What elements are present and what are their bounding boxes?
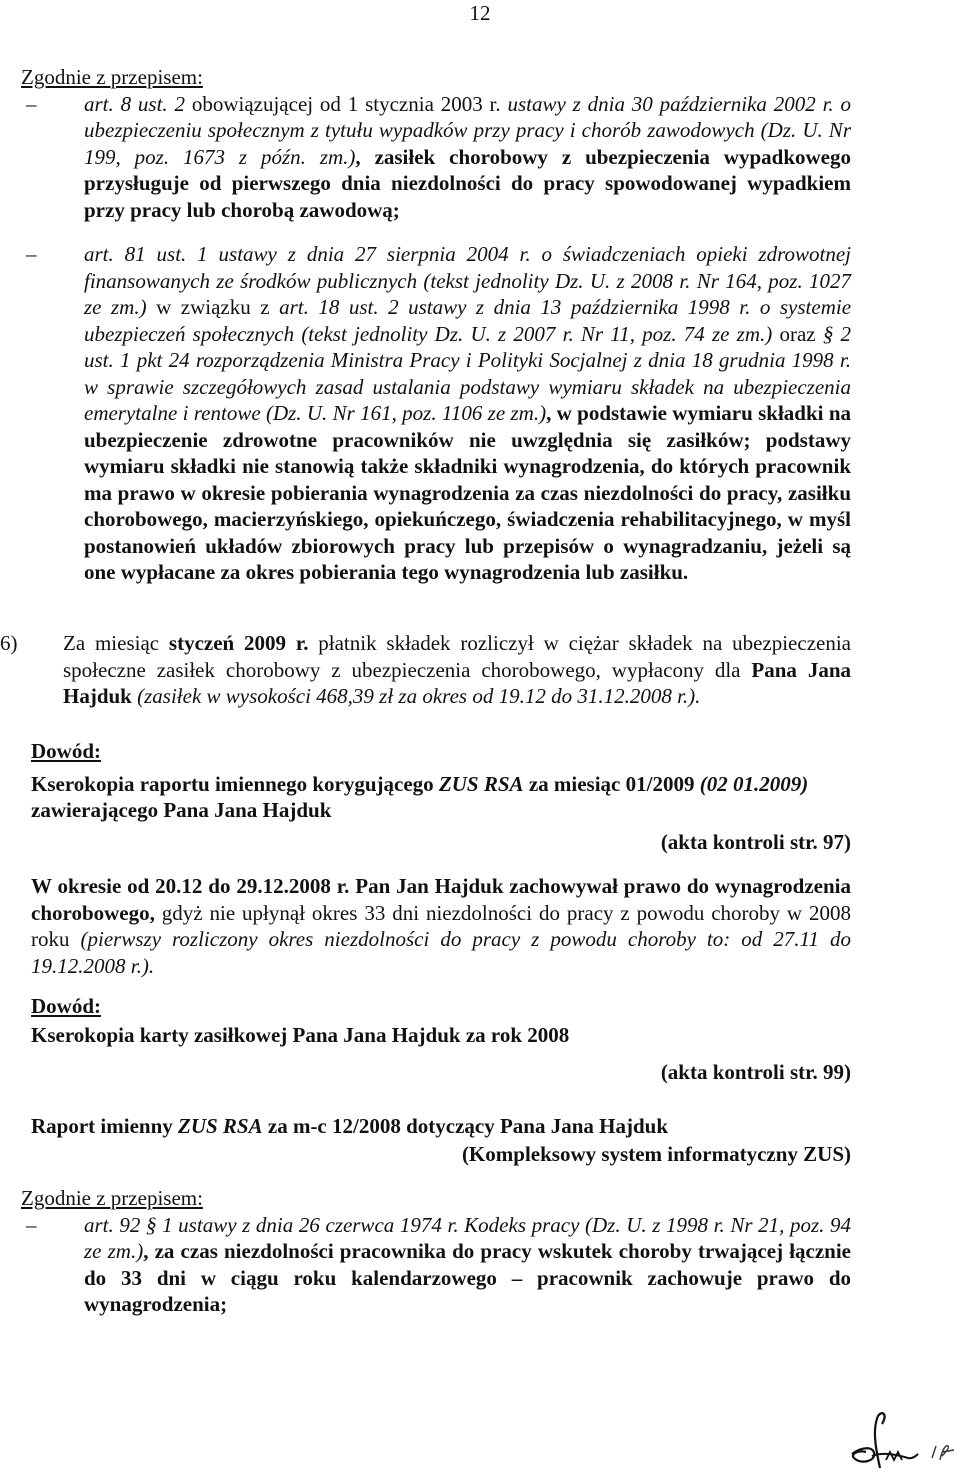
text-run: , za czas niezdolności pracownika do pracy wskutek choroby trwającej łącznie do 33 dni w ciągu roku kalendarzowego – pracownik zachowuje prawo do wynagrodzenia;	[84, 1239, 852, 1316]
text-run: styczeń 2009 r.	[168, 631, 309, 655]
text-run: (02 01.2009)	[699, 771, 809, 796]
text-run: Raport imienny	[31, 1113, 178, 1138]
text-run: w związku z	[156, 295, 280, 319]
paragraph-text	[31, 873, 851, 979]
text-run: , zasiłek chorobowy z ubezpieczenia wypadkowego przysługuje od pierwszego dnia niezdolności do pracy spowodowanej wypadkiem przy pracy lub chorobą zawodową;	[84, 144, 851, 222]
text-run: ZUS RSA	[438, 771, 524, 796]
evidence-block-1	[31, 738, 851, 855]
legal-basis-section-2	[21, 1185, 851, 1318]
evidence-reference: (Kompleksowy system informatyczny ZUS)	[461, 1142, 851, 1166]
item-number: 6)	[0, 631, 18, 655]
text-run: Kserokopia raportu imiennego korygującego	[31, 771, 439, 796]
paragraph-sick-pay	[31, 873, 851, 979]
text-run: art. 92 § 1 ustawy z dnia 26 czerwca 1974 r. Kodeks pracy (Dz. U. z 1998 r. Nr 21, poz. 94 ze zm.)	[84, 1212, 851, 1263]
evidence-heading: Dowód:	[31, 739, 102, 763]
numbered-item-6	[0, 630, 851, 710]
evidence-heading: Dowód:	[31, 994, 102, 1018]
evidence-reference: (akta kontroli str. 99)	[660, 1060, 851, 1084]
text-run: płatnik składek rozliczył w ciężar składek na ubezpieczenia społeczne zasiłek chorobowy z ubezpieczenia chorobowego, wypłacony dla	[63, 631, 851, 682]
text-run: gdyż nie upłynął okres 33 dni niezdolności do pracy z powodu choroby w 2008 roku	[31, 900, 851, 951]
evidence-text	[31, 1113, 851, 1140]
text-run: Pana Jana Hajduk	[63, 657, 851, 708]
evidence-reference: (akta kontroli str. 97)	[660, 829, 851, 854]
text-run: za m-c 12/2008 dotyczący Pana Jana Hajduk	[262, 1113, 669, 1138]
bullet-item	[21, 241, 851, 586]
text-run: obowiązującej od 1 stycznia 2003 r.	[191, 91, 508, 116]
evidence-block-2	[31, 993, 851, 1168]
text-run: Za miesiąc	[63, 631, 169, 655]
section-heading: Zgodnie z przepisem:	[21, 1186, 203, 1210]
page-number: 12	[469, 1, 491, 25]
text-run: ZUS RSA	[178, 1113, 263, 1138]
text-run: ustawy z dnia 30 października 2002 r. o ubezpieczeniu społecznym z tytułu wypadków przy pracy i chorób zawodowych (Dz. U. Nr 199, poz. 1673 z późn. zm.)	[84, 91, 852, 169]
bullet-item	[21, 91, 851, 224]
text-run: oraz	[779, 321, 823, 346]
bullet-item	[21, 1212, 851, 1318]
bullet-dash: –	[26, 1212, 37, 1237]
text-run: art. 8 ust. 2	[84, 91, 192, 116]
bullet-text	[84, 1212, 851, 1318]
handwritten-signature-icon	[842, 1410, 957, 1470]
text-run: art. 81 ust. 1 ustawy z dnia 27 sierpnia 2004 r. o świadczeniach opieki zdrowotnej finansowanych ze środków publicznych (tekst jednolity Dz. U. z 2008 r. Nr 164, poz. 1027 ze zm.)	[84, 242, 851, 319]
text-run: § 2 ust. 1 pkt 24 rozporządzenia Ministra Pracy i Polityki Socjalnej z dnia 18 grudnia 1998 r. w sprawie szczegółowych zasad ustalania podstawy wymiaru składek na ubezpieczenia emerytalne i rentowe (Dz. U. Nr 161, poz. 1106 ze zm.)	[84, 321, 852, 425]
text-run: (pierwszy rozliczony okres niezdolności do pracy z powodu choroby to: od 27.11 do 19.12.2008 r.).	[31, 927, 851, 978]
text-run: , w podstawie wymiaru składki na ubezpieczenie zdrowotne pracowników nie uwzględnia się zasiłków; podstawy wymiaru składki nie stanowią także składniki wynagrodzenia, do których pracownik ma prawo w okresie pobierania wynagrodzenia za czas niezdolności do pracy, zasiłku chorobowego, macierzyńskiego, opiekuńczego, świadczenia rehabilitacyjnego, w myśl postanowień układów zbiorowych pracy lub przepisów o wynagradzaniu, jeżeli są one wypłacane za okres pobierania tego wynagrodzenia lub zasiłku.	[84, 401, 851, 584]
text-run: W okresie od 20.12 do 29.12.2008 r. Pan Jan Hajduk zachowywał prawo do wynagrodzenia chorobowego,	[31, 874, 851, 925]
bullet-text	[84, 241, 851, 586]
evidence-text: Kserokopia karty zasiłkowej Pana Jana Hajduk za rok 2008	[31, 1022, 570, 1047]
text-run: zawierającego Pana Jana Hajduk	[31, 798, 332, 822]
evidence-text	[31, 771, 851, 824]
bullet-text	[84, 91, 851, 224]
section-heading: Zgodnie z przepisem:	[21, 65, 203, 89]
bullet-dash: –	[26, 242, 37, 266]
text-run: art. 18 ust. 2 ustawy z dnia 13 października 1998 r. o systemie ubezpieczeń społecznych (tekst jednolity Dz. U. z 2007 r. Nr 11, poz. 74 ze zm.)	[84, 295, 852, 346]
text-run: (zasiłek w wysokości 468,39 zł za okres od 19.12 do 31.12.2008 r.).	[137, 684, 701, 708]
item-text	[63, 630, 851, 710]
legal-basis-section-1	[21, 64, 851, 586]
bullet-dash: –	[26, 91, 37, 116]
text-run: za miesiąc 01/2009	[523, 771, 700, 796]
